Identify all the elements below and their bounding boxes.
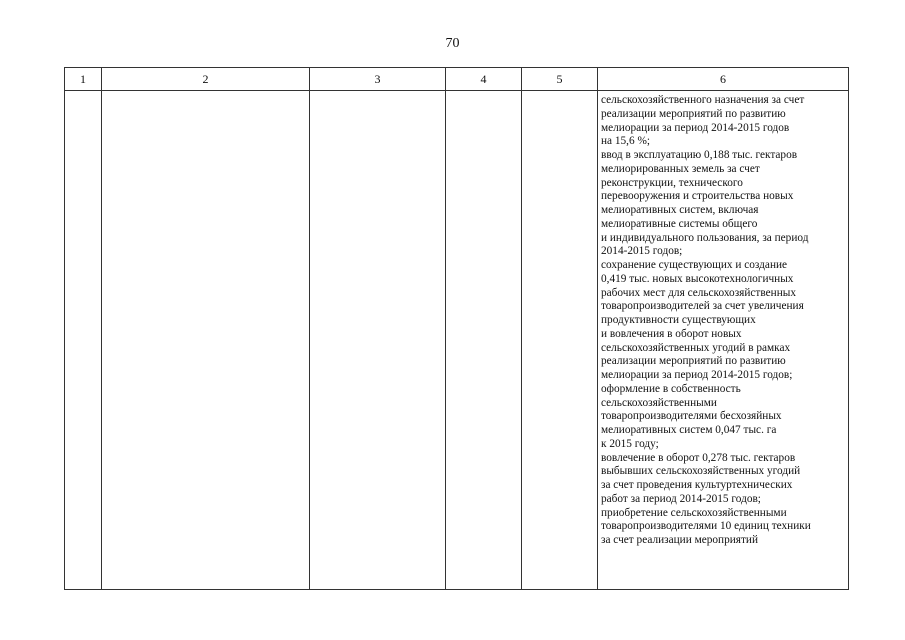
text-line: 2014-2015 годов; bbox=[601, 245, 683, 258]
text-line: за счет проведения культуртехнических bbox=[601, 479, 793, 491]
table-cell-col1 bbox=[65, 91, 102, 590]
table-cell-col5 bbox=[522, 91, 598, 590]
text-line: мелиорированных земель за счет bbox=[601, 162, 760, 175]
text-line: рабочих мест для сельскохозяйственных bbox=[601, 286, 796, 299]
text-line: работ за период 2014-2015 годов; bbox=[601, 492, 761, 505]
text-line: оформление в собственность bbox=[601, 382, 741, 395]
column-header-4: 4 bbox=[446, 68, 522, 91]
text-line: сельскохозяйственного назначения за счет bbox=[601, 94, 805, 106]
table-cell-col2 bbox=[102, 91, 310, 590]
text-line: на 15,6 %; bbox=[601, 135, 651, 148]
text-line: реализации мероприятий по развитию bbox=[601, 107, 786, 120]
document-table bbox=[64, 67, 849, 590]
text-line: выбывших сельскохозяйственных угодий bbox=[601, 465, 801, 478]
text-line: мелиорации за период 2014-2015 годов bbox=[601, 121, 790, 134]
column-header-5: 5 bbox=[522, 68, 598, 91]
text-line: и индивидуального пользования, за период bbox=[601, 231, 809, 244]
text-line: приобретение сельскохозяйственными bbox=[601, 506, 787, 519]
text-line: реконструкции, технического bbox=[601, 176, 743, 189]
text-line: сельскохозяйственных угодий в рамках bbox=[601, 341, 791, 354]
text-line: мелиорации за период 2014-2015 годов; bbox=[601, 369, 793, 381]
column-header-3: 3 bbox=[310, 68, 446, 91]
table-row bbox=[65, 91, 849, 590]
text-line: 0,419 тыс. новых высокотехнологичных bbox=[601, 272, 794, 285]
text-line: вовлечение в оборот 0,278 тыс. гектаров bbox=[601, 451, 796, 464]
table-cell-col6 bbox=[598, 91, 849, 590]
text-line: товаропроизводителями 10 единиц техники bbox=[601, 520, 811, 533]
column-header-2: 2 bbox=[102, 68, 310, 91]
text-line: за счет реализации мероприятий bbox=[601, 534, 759, 546]
text-line: ввод в эксплуатацию 0,188 тыс. гектаров bbox=[601, 149, 798, 161]
column-header-6: 6 bbox=[598, 68, 849, 91]
table-cell-col4 bbox=[446, 91, 522, 590]
text-line: продуктивности существующих bbox=[601, 314, 756, 326]
text-line: сельскохозяйственными bbox=[601, 396, 717, 409]
text-line: мелиоративных систем, включая bbox=[601, 204, 759, 216]
text-line: перевооружения и строительства новых bbox=[601, 190, 794, 203]
text-line: мелиоративные системы общего bbox=[601, 217, 758, 230]
text-line: и вовлечения в оборот новых bbox=[601, 327, 742, 340]
text-line: сохранение существующих и создание bbox=[601, 259, 788, 271]
page-number: 70 bbox=[445, 36, 460, 51]
text-line: к 2015 году; bbox=[601, 437, 659, 450]
text-line: реализации мероприятий по развитию bbox=[601, 355, 786, 368]
text-line: мелиоративных систем 0,047 тыс. га bbox=[601, 424, 777, 436]
text-line: товаропроизводителей за счет увеличения bbox=[601, 300, 804, 313]
column-header-1: 1 bbox=[65, 68, 102, 91]
table-cell-col3 bbox=[310, 91, 446, 590]
text-line: товаропроизводителями бесхозяйных bbox=[601, 410, 782, 423]
table-header-row bbox=[65, 68, 849, 91]
